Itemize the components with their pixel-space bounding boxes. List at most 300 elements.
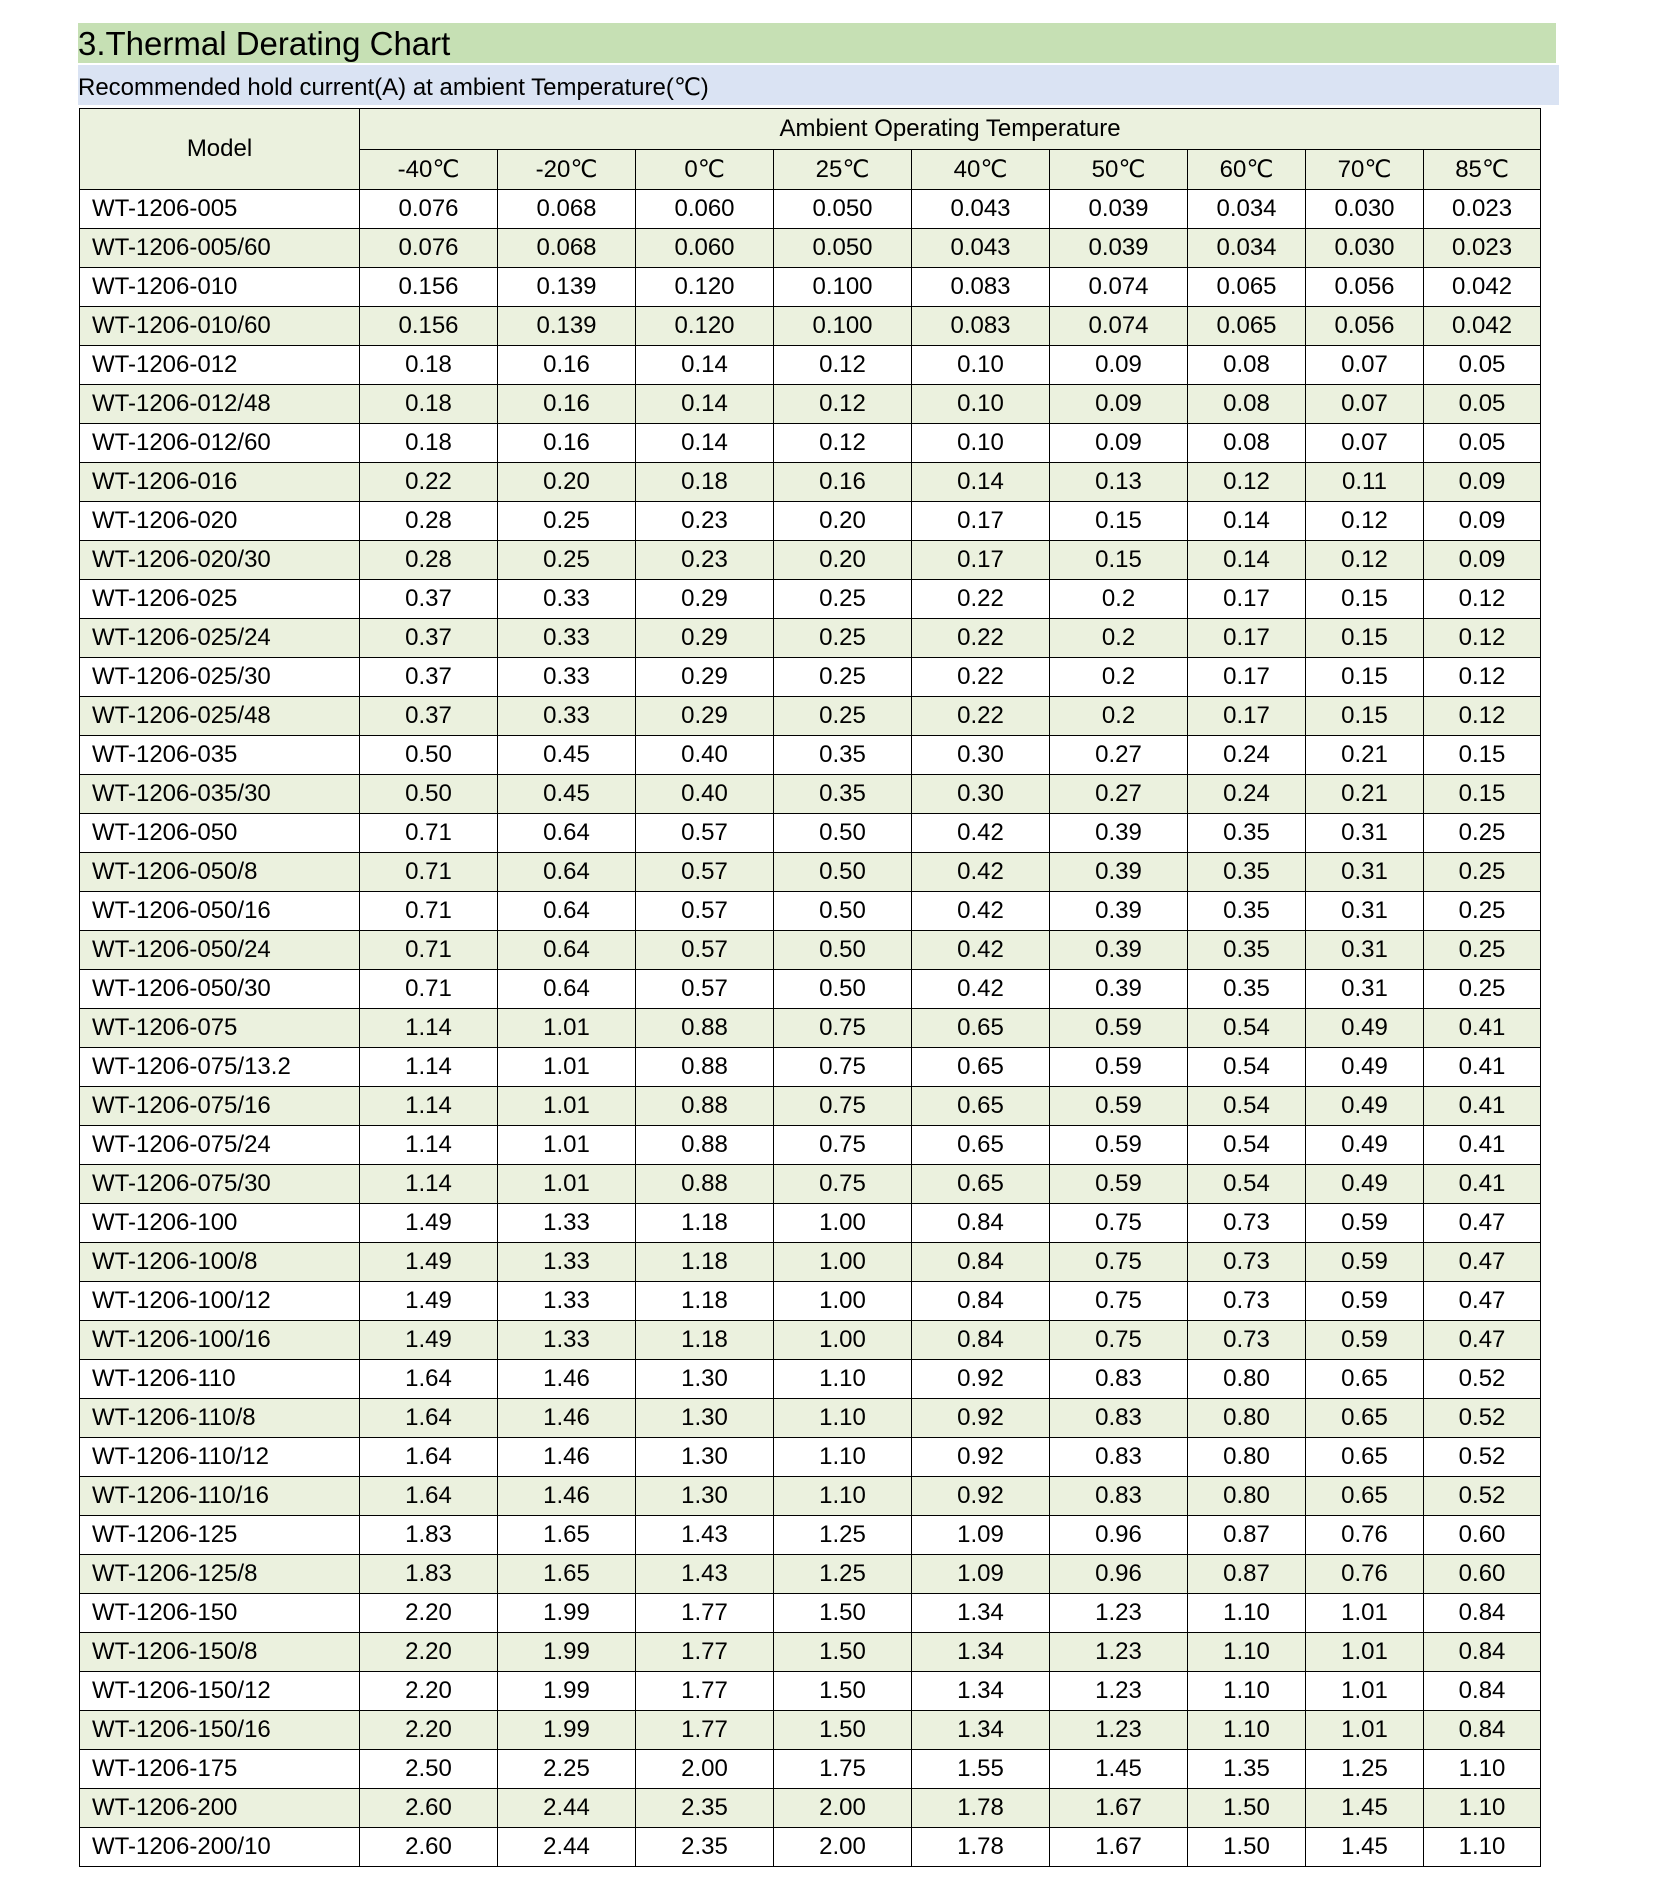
model-cell: WT-1206-125/8 bbox=[80, 1555, 360, 1594]
table-row bbox=[80, 346, 1541, 385]
model-cell: WT-1206-125 bbox=[80, 1516, 360, 1555]
hold-current-cell: 1.30 bbox=[636, 1477, 774, 1516]
hold-current-cell: 0.96 bbox=[1050, 1516, 1188, 1555]
hold-current-cell: 0.84 bbox=[1424, 1594, 1541, 1633]
model-cell: WT-1206-075/30 bbox=[80, 1165, 360, 1204]
hold-current-cell: 1.10 bbox=[1424, 1828, 1541, 1867]
hold-current-cell: 1.18 bbox=[636, 1204, 774, 1243]
hold-current-cell: 1.46 bbox=[498, 1399, 636, 1438]
hold-current-cell: 2.60 bbox=[360, 1789, 498, 1828]
hold-current-cell: 1.34 bbox=[912, 1633, 1050, 1672]
hold-current-cell: 0.87 bbox=[1188, 1516, 1306, 1555]
hold-current-cell: 0.07 bbox=[1306, 385, 1424, 424]
temperature-column-header: 85℃ bbox=[1424, 150, 1541, 190]
hold-current-cell: 0.09 bbox=[1424, 502, 1541, 541]
hold-current-cell: 0.76 bbox=[1306, 1516, 1424, 1555]
hold-current-cell: 0.16 bbox=[498, 385, 636, 424]
hold-current-cell: 0.52 bbox=[1424, 1438, 1541, 1477]
hold-current-cell: 1.01 bbox=[498, 1048, 636, 1087]
temperature-column-header: 0℃ bbox=[636, 150, 774, 190]
temperature-column-header: 40℃ bbox=[912, 150, 1050, 190]
hold-current-cell: 0.29 bbox=[636, 697, 774, 736]
hold-current-cell: 0.42 bbox=[912, 892, 1050, 931]
table-row bbox=[80, 1321, 1541, 1360]
hold-current-cell: 0.17 bbox=[1188, 619, 1306, 658]
hold-current-cell: 0.12 bbox=[1306, 502, 1424, 541]
model-cell: WT-1206-035/30 bbox=[80, 775, 360, 814]
hold-current-cell: 1.45 bbox=[1306, 1789, 1424, 1828]
table-row bbox=[80, 736, 1541, 775]
hold-current-cell: 1.30 bbox=[636, 1399, 774, 1438]
header-row-group bbox=[80, 109, 1541, 150]
hold-current-cell: 2.20 bbox=[360, 1594, 498, 1633]
hold-current-cell: 0.156 bbox=[360, 268, 498, 307]
model-cell: WT-1206-075/16 bbox=[80, 1087, 360, 1126]
table-row bbox=[80, 385, 1541, 424]
hold-current-cell: 0.023 bbox=[1424, 229, 1541, 268]
hold-current-cell: 1.09 bbox=[912, 1555, 1050, 1594]
hold-current-cell: 0.28 bbox=[360, 502, 498, 541]
hold-current-cell: 1.77 bbox=[636, 1594, 774, 1633]
hold-current-cell: 1.10 bbox=[774, 1399, 912, 1438]
page-subtitle: Recommended hold current(A) at ambient Temperature(℃) bbox=[78, 65, 1559, 105]
hold-current-cell: 1.50 bbox=[774, 1672, 912, 1711]
hold-current-cell: 2.50 bbox=[360, 1750, 498, 1789]
table-row bbox=[80, 541, 1541, 580]
model-cell: WT-1206-010 bbox=[80, 268, 360, 307]
hold-current-cell: 1.67 bbox=[1050, 1789, 1188, 1828]
table-row bbox=[80, 1828, 1541, 1867]
hold-current-cell: 0.42 bbox=[912, 931, 1050, 970]
hold-current-cell: 0.18 bbox=[636, 463, 774, 502]
model-cell: WT-1206-110/12 bbox=[80, 1438, 360, 1477]
hold-current-cell: 0.88 bbox=[636, 1048, 774, 1087]
hold-current-cell: 1.99 bbox=[498, 1672, 636, 1711]
hold-current-cell: 1.77 bbox=[636, 1672, 774, 1711]
hold-current-cell: 0.96 bbox=[1050, 1555, 1188, 1594]
hold-current-cell: 0.10 bbox=[912, 424, 1050, 463]
table-row bbox=[80, 190, 1541, 229]
hold-current-cell: 0.41 bbox=[1424, 1087, 1541, 1126]
hold-current-cell: 1.64 bbox=[360, 1360, 498, 1399]
model-cell: WT-1206-150/16 bbox=[80, 1711, 360, 1750]
hold-current-cell: 1.14 bbox=[360, 1087, 498, 1126]
hold-current-cell: 0.75 bbox=[1050, 1243, 1188, 1282]
hold-current-cell: 0.35 bbox=[1188, 853, 1306, 892]
table-row bbox=[80, 1711, 1541, 1750]
hold-current-cell: 0.21 bbox=[1306, 775, 1424, 814]
hold-current-cell: 0.41 bbox=[1424, 1126, 1541, 1165]
hold-current-cell: 0.35 bbox=[1188, 892, 1306, 931]
model-cell: WT-1206-050/24 bbox=[80, 931, 360, 970]
hold-current-cell: 0.71 bbox=[360, 853, 498, 892]
hold-current-cell: 0.59 bbox=[1306, 1243, 1424, 1282]
hold-current-cell: 0.074 bbox=[1050, 307, 1188, 346]
hold-current-cell: 0.64 bbox=[498, 814, 636, 853]
hold-current-cell: 0.33 bbox=[498, 580, 636, 619]
hold-current-cell: 0.65 bbox=[912, 1126, 1050, 1165]
hold-current-cell: 0.50 bbox=[360, 736, 498, 775]
hold-current-cell: 0.65 bbox=[912, 1087, 1050, 1126]
hold-current-cell: 0.139 bbox=[498, 307, 636, 346]
hold-current-cell: 0.14 bbox=[1188, 502, 1306, 541]
hold-current-cell: 0.75 bbox=[774, 1087, 912, 1126]
hold-current-cell: 0.09 bbox=[1050, 385, 1188, 424]
hold-current-cell: 0.25 bbox=[1424, 931, 1541, 970]
hold-current-cell: 1.01 bbox=[498, 1126, 636, 1165]
temperature-column-header: -20℃ bbox=[498, 150, 636, 190]
hold-current-cell: 0.15 bbox=[1424, 775, 1541, 814]
hold-current-cell: 0.75 bbox=[774, 1126, 912, 1165]
hold-current-cell: 1.50 bbox=[774, 1633, 912, 1672]
hold-current-cell: 0.023 bbox=[1424, 190, 1541, 229]
model-cell: WT-1206-100/16 bbox=[80, 1321, 360, 1360]
hold-current-cell: 0.31 bbox=[1306, 814, 1424, 853]
table-row bbox=[80, 1243, 1541, 1282]
hold-current-cell: 1.00 bbox=[774, 1204, 912, 1243]
hold-current-cell: 0.22 bbox=[912, 580, 1050, 619]
hold-current-cell: 0.083 bbox=[912, 268, 1050, 307]
hold-current-cell: 1.49 bbox=[360, 1204, 498, 1243]
hold-current-cell: 0.08 bbox=[1188, 346, 1306, 385]
model-cell: WT-1206-035 bbox=[80, 736, 360, 775]
hold-current-cell: 0.120 bbox=[636, 268, 774, 307]
hold-current-cell: 1.99 bbox=[498, 1633, 636, 1672]
model-cell: WT-1206-100/8 bbox=[80, 1243, 360, 1282]
hold-current-cell: 0.50 bbox=[774, 853, 912, 892]
table-row bbox=[80, 1594, 1541, 1633]
hold-current-cell: 2.44 bbox=[498, 1789, 636, 1828]
hold-current-cell: 0.29 bbox=[636, 619, 774, 658]
hold-current-cell: 0.034 bbox=[1188, 229, 1306, 268]
hold-current-cell: 1.14 bbox=[360, 1048, 498, 1087]
hold-current-cell: 0.59 bbox=[1050, 1048, 1188, 1087]
hold-current-cell: 1.14 bbox=[360, 1165, 498, 1204]
hold-current-cell: 1.25 bbox=[1306, 1750, 1424, 1789]
hold-current-cell: 2.20 bbox=[360, 1711, 498, 1750]
hold-current-cell: 0.09 bbox=[1050, 346, 1188, 385]
hold-current-cell: 0.83 bbox=[1050, 1438, 1188, 1477]
hold-current-cell: 0.75 bbox=[774, 1009, 912, 1048]
hold-current-cell: 0.52 bbox=[1424, 1399, 1541, 1438]
table-row bbox=[80, 1360, 1541, 1399]
hold-current-cell: 0.33 bbox=[498, 619, 636, 658]
hold-current-cell: 0.060 bbox=[636, 190, 774, 229]
hold-current-cell: 0.24 bbox=[1188, 736, 1306, 775]
hold-current-cell: 0.50 bbox=[360, 775, 498, 814]
hold-current-cell: 0.35 bbox=[774, 736, 912, 775]
hold-current-cell: 0.92 bbox=[912, 1438, 1050, 1477]
hold-current-cell: 0.31 bbox=[1306, 892, 1424, 931]
hold-current-cell: 0.22 bbox=[912, 619, 1050, 658]
hold-current-cell: 0.120 bbox=[636, 307, 774, 346]
hold-current-cell: 2.35 bbox=[636, 1789, 774, 1828]
hold-current-cell: 0.84 bbox=[1424, 1633, 1541, 1672]
hold-current-cell: 0.49 bbox=[1306, 1126, 1424, 1165]
hold-current-cell: 0.75 bbox=[1050, 1282, 1188, 1321]
hold-current-cell: 0.15 bbox=[1306, 658, 1424, 697]
hold-current-cell: 0.16 bbox=[498, 346, 636, 385]
model-cell: WT-1206-110 bbox=[80, 1360, 360, 1399]
model-cell: WT-1206-110/8 bbox=[80, 1399, 360, 1438]
hold-current-cell: 0.25 bbox=[1424, 853, 1541, 892]
table-row bbox=[80, 1516, 1541, 1555]
hold-current-cell: 1.45 bbox=[1050, 1750, 1188, 1789]
hold-current-cell: 1.14 bbox=[360, 1126, 498, 1165]
hold-current-cell: 0.09 bbox=[1050, 424, 1188, 463]
table-row bbox=[80, 1477, 1541, 1516]
hold-current-cell: 1.00 bbox=[774, 1243, 912, 1282]
model-cell: WT-1206-200/10 bbox=[80, 1828, 360, 1867]
hold-current-cell: 0.50 bbox=[774, 931, 912, 970]
hold-current-cell: 2.20 bbox=[360, 1672, 498, 1711]
hold-current-cell: 0.50 bbox=[774, 970, 912, 1009]
hold-current-cell: 1.23 bbox=[1050, 1633, 1188, 1672]
table-row bbox=[80, 229, 1541, 268]
hold-current-cell: 0.060 bbox=[636, 229, 774, 268]
temperature-column-header: 25℃ bbox=[774, 150, 912, 190]
hold-current-cell: 0.21 bbox=[1306, 736, 1424, 775]
hold-current-cell: 0.35 bbox=[1188, 814, 1306, 853]
hold-current-cell: 0.83 bbox=[1050, 1477, 1188, 1516]
hold-current-cell: 0.14 bbox=[636, 346, 774, 385]
table-row bbox=[80, 1555, 1541, 1594]
hold-current-cell: 0.13 bbox=[1050, 463, 1188, 502]
model-cell: WT-1206-150/12 bbox=[80, 1672, 360, 1711]
hold-current-cell: 0.068 bbox=[498, 190, 636, 229]
hold-current-cell: 0.49 bbox=[1306, 1165, 1424, 1204]
hold-current-cell: 1.30 bbox=[636, 1438, 774, 1477]
hold-current-cell: 0.24 bbox=[1188, 775, 1306, 814]
hold-current-cell: 1.65 bbox=[498, 1555, 636, 1594]
model-cell: WT-1206-200 bbox=[80, 1789, 360, 1828]
hold-current-cell: 1.83 bbox=[360, 1516, 498, 1555]
hold-current-cell: 1.77 bbox=[636, 1711, 774, 1750]
hold-current-cell: 0.042 bbox=[1424, 307, 1541, 346]
hold-current-cell: 1.33 bbox=[498, 1204, 636, 1243]
hold-current-cell: 0.73 bbox=[1188, 1282, 1306, 1321]
hold-current-cell: 0.92 bbox=[912, 1360, 1050, 1399]
hold-current-cell: 0.37 bbox=[360, 658, 498, 697]
hold-current-cell: 0.31 bbox=[1306, 931, 1424, 970]
hold-current-cell: 0.71 bbox=[360, 970, 498, 1009]
model-cell: WT-1206-016 bbox=[80, 463, 360, 502]
hold-current-cell: 0.14 bbox=[912, 463, 1050, 502]
hold-current-cell: 0.10 bbox=[912, 346, 1050, 385]
hold-current-cell: 0.64 bbox=[498, 892, 636, 931]
temperature-group-header: Ambient Operating Temperature bbox=[360, 109, 1541, 150]
hold-current-cell: 0.59 bbox=[1306, 1321, 1424, 1360]
hold-current-cell: 1.83 bbox=[360, 1555, 498, 1594]
model-cell: WT-1206-050/16 bbox=[80, 892, 360, 931]
hold-current-cell: 0.80 bbox=[1188, 1477, 1306, 1516]
hold-current-cell: 0.056 bbox=[1306, 307, 1424, 346]
hold-current-cell: 0.14 bbox=[636, 424, 774, 463]
hold-current-cell: 0.05 bbox=[1424, 424, 1541, 463]
hold-current-cell: 0.60 bbox=[1424, 1555, 1541, 1594]
hold-current-cell: 0.39 bbox=[1050, 892, 1188, 931]
table-row bbox=[80, 424, 1541, 463]
thermal-derating-table bbox=[79, 108, 1541, 1867]
hold-current-cell: 0.54 bbox=[1188, 1009, 1306, 1048]
table-row bbox=[80, 658, 1541, 697]
hold-current-cell: 0.12 bbox=[1424, 580, 1541, 619]
model-cell: WT-1206-025 bbox=[80, 580, 360, 619]
model-cell: WT-1206-012 bbox=[80, 346, 360, 385]
hold-current-cell: 0.039 bbox=[1050, 229, 1188, 268]
hold-current-cell: 0.71 bbox=[360, 931, 498, 970]
temperature-column-header: 50℃ bbox=[1050, 150, 1188, 190]
hold-current-cell: 0.17 bbox=[912, 502, 1050, 541]
hold-current-cell: 0.100 bbox=[774, 268, 912, 307]
hold-current-cell: 0.18 bbox=[360, 385, 498, 424]
hold-current-cell: 1.10 bbox=[1188, 1633, 1306, 1672]
hold-current-cell: 0.31 bbox=[1306, 853, 1424, 892]
hold-current-cell: 0.59 bbox=[1306, 1204, 1424, 1243]
hold-current-cell: 1.23 bbox=[1050, 1594, 1188, 1633]
model-cell: WT-1206-050 bbox=[80, 814, 360, 853]
hold-current-cell: 1.01 bbox=[1306, 1711, 1424, 1750]
hold-current-cell: 0.20 bbox=[774, 502, 912, 541]
hold-current-cell: 0.84 bbox=[1424, 1711, 1541, 1750]
hold-current-cell: 0.30 bbox=[912, 775, 1050, 814]
hold-current-cell: 0.59 bbox=[1050, 1126, 1188, 1165]
hold-current-cell: 0.80 bbox=[1188, 1438, 1306, 1477]
table-row bbox=[80, 268, 1541, 307]
hold-current-cell: 0.29 bbox=[636, 658, 774, 697]
table-row bbox=[80, 1789, 1541, 1828]
hold-current-cell: 0.65 bbox=[912, 1048, 1050, 1087]
hold-current-cell: 1.49 bbox=[360, 1243, 498, 1282]
hold-current-cell: 0.30 bbox=[912, 736, 1050, 775]
hold-current-cell: 0.35 bbox=[774, 775, 912, 814]
hold-current-cell: 1.50 bbox=[774, 1711, 912, 1750]
hold-current-cell: 1.01 bbox=[498, 1087, 636, 1126]
model-cell: WT-1206-075/24 bbox=[80, 1126, 360, 1165]
hold-current-cell: 0.57 bbox=[636, 892, 774, 931]
hold-current-cell: 0.29 bbox=[636, 580, 774, 619]
hold-current-cell: 2.00 bbox=[774, 1828, 912, 1867]
hold-current-cell: 1.18 bbox=[636, 1321, 774, 1360]
hold-current-cell: 0.23 bbox=[636, 541, 774, 580]
table-row bbox=[80, 1399, 1541, 1438]
hold-current-cell: 0.100 bbox=[774, 307, 912, 346]
hold-current-cell: 0.068 bbox=[498, 229, 636, 268]
hold-current-cell: 0.39 bbox=[1050, 853, 1188, 892]
model-cell: WT-1206-020 bbox=[80, 502, 360, 541]
hold-current-cell: 1.49 bbox=[360, 1321, 498, 1360]
hold-current-cell: 0.65 bbox=[1306, 1438, 1424, 1477]
hold-current-cell: 0.042 bbox=[1424, 268, 1541, 307]
hold-current-cell: 0.20 bbox=[774, 541, 912, 580]
hold-current-cell: 0.73 bbox=[1188, 1321, 1306, 1360]
hold-current-cell: 1.23 bbox=[1050, 1672, 1188, 1711]
hold-current-cell: 0.65 bbox=[912, 1165, 1050, 1204]
hold-current-cell: 0.65 bbox=[1306, 1477, 1424, 1516]
hold-current-cell: 0.030 bbox=[1306, 190, 1424, 229]
hold-current-cell: 0.37 bbox=[360, 697, 498, 736]
hold-current-cell: 1.64 bbox=[360, 1399, 498, 1438]
hold-current-cell: 0.54 bbox=[1188, 1126, 1306, 1165]
hold-current-cell: 0.15 bbox=[1306, 619, 1424, 658]
hold-current-cell: 2.25 bbox=[498, 1750, 636, 1789]
hold-current-cell: 0.57 bbox=[636, 853, 774, 892]
hold-current-cell: 0.28 bbox=[360, 541, 498, 580]
hold-current-cell: 0.41 bbox=[1424, 1165, 1541, 1204]
hold-current-cell: 0.84 bbox=[1424, 1672, 1541, 1711]
hold-current-cell: 0.64 bbox=[498, 853, 636, 892]
hold-current-cell: 0.49 bbox=[1306, 1087, 1424, 1126]
hold-current-cell: 1.18 bbox=[636, 1243, 774, 1282]
model-cell: WT-1206-100/12 bbox=[80, 1282, 360, 1321]
hold-current-cell: 1.09 bbox=[912, 1516, 1050, 1555]
hold-current-cell: 1.10 bbox=[774, 1477, 912, 1516]
hold-current-cell: 0.25 bbox=[498, 502, 636, 541]
hold-current-cell: 0.17 bbox=[1188, 658, 1306, 697]
hold-current-cell: 1.35 bbox=[1188, 1750, 1306, 1789]
hold-current-cell: 0.065 bbox=[1188, 307, 1306, 346]
hold-current-cell: 0.20 bbox=[498, 463, 636, 502]
hold-current-cell: 1.34 bbox=[912, 1711, 1050, 1750]
hold-current-cell: 0.59 bbox=[1050, 1087, 1188, 1126]
hold-current-cell: 2.44 bbox=[498, 1828, 636, 1867]
hold-current-cell: 1.01 bbox=[498, 1009, 636, 1048]
model-cell: WT-1206-150 bbox=[80, 1594, 360, 1633]
hold-current-cell: 0.84 bbox=[912, 1321, 1050, 1360]
hold-current-cell: 0.92 bbox=[912, 1399, 1050, 1438]
hold-current-cell: 0.17 bbox=[1188, 697, 1306, 736]
hold-current-cell: 0.40 bbox=[636, 736, 774, 775]
hold-current-cell: 0.71 bbox=[360, 814, 498, 853]
hold-current-cell: 1.64 bbox=[360, 1438, 498, 1477]
hold-current-cell: 1.33 bbox=[498, 1321, 636, 1360]
hold-current-cell: 0.37 bbox=[360, 619, 498, 658]
page-title: 3.Thermal Derating Chart bbox=[78, 23, 1556, 63]
hold-current-cell: 0.39 bbox=[1050, 970, 1188, 1009]
table-row bbox=[80, 307, 1541, 346]
hold-current-cell: 0.54 bbox=[1188, 1087, 1306, 1126]
hold-current-cell: 0.17 bbox=[912, 541, 1050, 580]
hold-current-cell: 1.43 bbox=[636, 1516, 774, 1555]
table-body bbox=[80, 190, 1541, 1867]
temperature-column-header: -40℃ bbox=[360, 150, 498, 190]
hold-current-cell: 0.07 bbox=[1306, 424, 1424, 463]
table-row bbox=[80, 931, 1541, 970]
hold-current-cell: 0.12 bbox=[774, 385, 912, 424]
hold-current-cell: 0.64 bbox=[498, 931, 636, 970]
hold-current-cell: 0.27 bbox=[1050, 775, 1188, 814]
hold-current-cell: 1.78 bbox=[912, 1828, 1050, 1867]
hold-current-cell: 0.2 bbox=[1050, 697, 1188, 736]
table-row bbox=[80, 463, 1541, 502]
hold-current-cell: 1.75 bbox=[774, 1750, 912, 1789]
hold-current-cell: 0.05 bbox=[1424, 385, 1541, 424]
hold-current-cell: 1.34 bbox=[912, 1594, 1050, 1633]
hold-current-cell: 2.20 bbox=[360, 1633, 498, 1672]
hold-current-cell: 0.73 bbox=[1188, 1243, 1306, 1282]
table-row bbox=[80, 1282, 1541, 1321]
model-cell: WT-1206-005/60 bbox=[80, 229, 360, 268]
hold-current-cell: 0.33 bbox=[498, 658, 636, 697]
hold-current-cell: 0.09 bbox=[1424, 463, 1541, 502]
hold-current-cell: 0.08 bbox=[1188, 424, 1306, 463]
hold-current-cell: 0.42 bbox=[912, 814, 1050, 853]
hold-current-cell: 0.60 bbox=[1424, 1516, 1541, 1555]
hold-current-cell: 0.45 bbox=[498, 775, 636, 814]
hold-current-cell: 0.056 bbox=[1306, 268, 1424, 307]
hold-current-cell: 0.88 bbox=[636, 1009, 774, 1048]
hold-current-cell: 0.88 bbox=[636, 1126, 774, 1165]
